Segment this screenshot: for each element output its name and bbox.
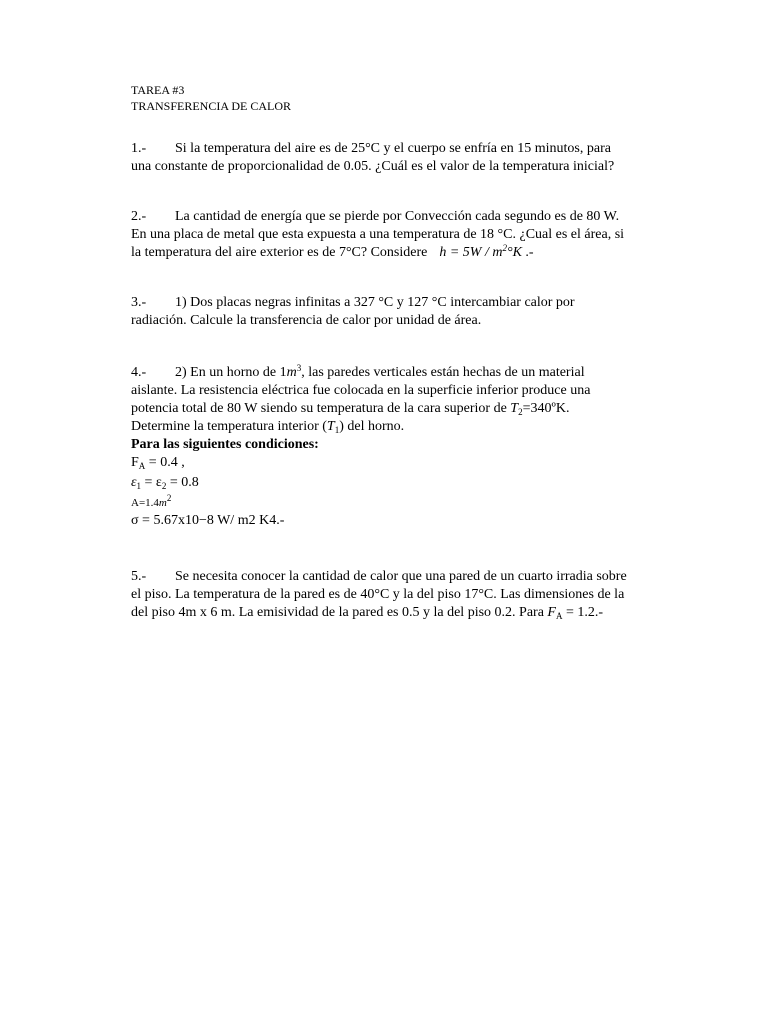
stefan-boltzmann-constant: σ = 5.67x10−8 W/ m2 K4.-: [131, 513, 285, 528]
conditions-heading: Para las siguientes condiciones:: [131, 437, 319, 452]
question-4-number: 4.-: [131, 365, 147, 380]
area-condition: $A=1.4m^2$: [131, 493, 172, 509]
question-2-line-3-end: .-: [521, 245, 534, 260]
question-4: [131, 364, 633, 530]
view-factor-condition: $F_A = 0.4$ ,: [131, 455, 185, 471]
question-3-line-1: 1) Dos placas negras infinitas a 327 °C y 127 °C intercambiar calor por: [175, 295, 575, 310]
question-5-line-2: el piso. La temperatura de la pared es de 40°C y la del piso 17°C. Las dimensiones de la: [131, 587, 625, 602]
question-5: [131, 568, 633, 622]
assignment-title: TAREA #3: [131, 83, 185, 97]
question-1: [131, 140, 633, 176]
question-4-line-3: potencia total de 80 W siendo su temperatura de la cara superior de $T_2=340ºK$.: [131, 401, 570, 417]
question-2-number: 2.-: [131, 209, 147, 224]
question-4-line-2: aislante. La resistencia eléctrica fue colocada en la superficie inferior produce una: [131, 383, 591, 398]
question-2: [131, 208, 633, 262]
question-1-line-1: Si la temperatura del aire es de 25°C y el cuerpo se enfría en 15 minutos, para: [175, 141, 611, 156]
question-5-line-1: Se necesita conocer la cantidad de calor que una pared de un cuarto irradia sobre: [175, 569, 627, 584]
question-3: [131, 294, 633, 330]
convection-coefficient-formula: $h = 5W / m^2^\circ K$: [439, 243, 522, 260]
question-3-number: 3.-: [131, 295, 147, 310]
question-2-line-2: En una placa de metal que esta expuesta a una temperatura de 18 °C. ¿Cual es el área, si: [131, 227, 625, 242]
question-5-number: 5.-: [131, 569, 147, 584]
question-1-number: 1.-: [131, 141, 147, 156]
course-subtitle: TRANSFERENCIA DE CALOR: [131, 99, 292, 113]
question-3-line-2: radiación. Calcule la transferencia de calor por unidad de área.: [131, 313, 482, 328]
emissivity-condition: $\varepsilon_1 = \varepsilon_2 = 0.8$: [131, 475, 199, 491]
question-4-line-1: 2) En un horno de $1m^3$, las paredes verticales están hechas de un material: [175, 363, 585, 380]
question-5-line-3: del piso 4m x 6 m. La emisividad de la pared es 0.5 y la del piso 0.2. Para $F_A = 1.2.-$: [131, 605, 604, 621]
question-2-line-3: la temperatura del aire exterior es de 7°C? Considere: [131, 245, 428, 260]
document-header: [131, 82, 291, 114]
question-1-line-2: una constante de proporcionalidad de 0.05. ¿Cuál es el valor de la temperatura inicial?: [131, 159, 615, 174]
question-2-line-1: La cantidad de energía que se pierde por Convección cada segundo es de 80 W.: [175, 209, 620, 224]
question-4-line-4: Determine la temperatura interior $(T_1)$ del horno.: [131, 419, 405, 435]
